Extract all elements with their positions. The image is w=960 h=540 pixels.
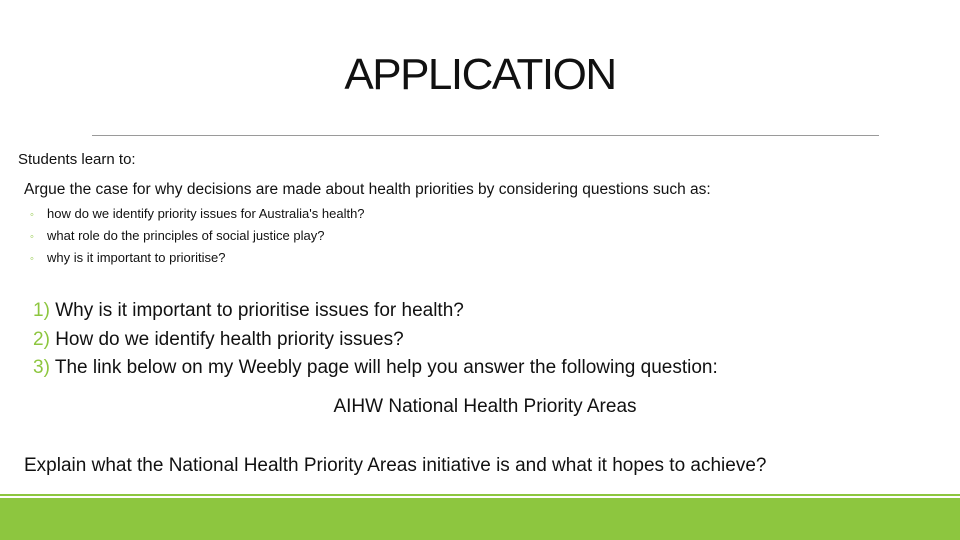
footer-accent-line <box>0 494 960 496</box>
footer-accent-bar <box>0 498 960 540</box>
bullet-circle-icon: ◦ <box>30 253 34 265</box>
sub-bullet-text: how do we identify priority issues for Australia's health? <box>47 206 365 221</box>
question-item <box>33 326 718 355</box>
bullet-circle-icon: ◦ <box>30 231 34 243</box>
sub-bullet-item <box>30 247 365 269</box>
sub-bullet-item <box>30 225 365 247</box>
question-text: How do we identify health priority issues? <box>55 328 404 350</box>
sub-bullet-item <box>30 203 365 225</box>
question-item <box>33 297 718 326</box>
aihw-link-text: AIHW National Health Priority Areas <box>333 396 637 417</box>
question-number: 3) <box>33 357 50 378</box>
question-item <box>33 354 718 383</box>
question-text: Why is it important to prioritise issues for health? <box>55 300 464 321</box>
explain-text: Explain what the National Health Priority Areas initiative is and what it hopes to achieve? <box>24 455 767 476</box>
slide-title: APPLICATION <box>344 50 616 99</box>
bullet-circle-icon: ◦ <box>30 209 34 221</box>
sub-bullet-text: what role do the principles of social justice play? <box>47 228 325 243</box>
intro-text: Students learn to: <box>18 151 136 168</box>
argue-text: Argue the case for why decisions are made about health priorities by considering questions such as: <box>24 181 711 198</box>
question-number: 2) <box>33 328 50 350</box>
sub-bullet-list <box>30 203 365 269</box>
question-text: The link below on my Weebly page will help you answer the following question: <box>54 357 718 378</box>
sub-bullet-text: why is it important to prioritise? <box>47 250 226 265</box>
question-number: 1) <box>33 300 50 321</box>
title-divider <box>92 135 879 136</box>
question-list <box>33 297 718 383</box>
